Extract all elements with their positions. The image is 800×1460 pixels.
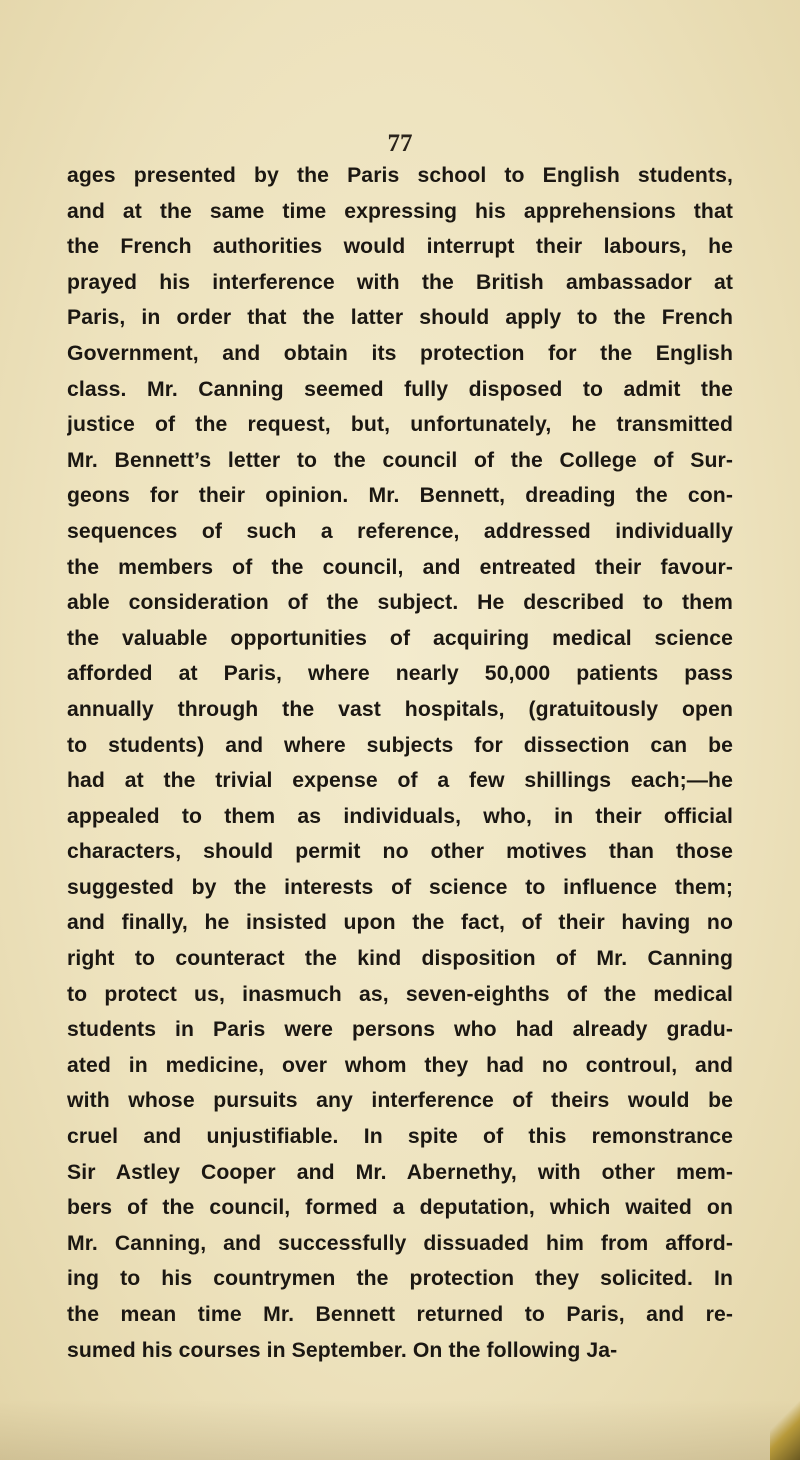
text-line: had at the trivial expense of a few shillings each;—he: [67, 769, 733, 793]
text-line: characters, should permit no other motives than those: [67, 840, 733, 864]
page-number: 77: [387, 130, 413, 157]
text-line: right to counteract the kind disposition of Mr. Canning: [67, 947, 733, 971]
text-line: Mr. Bennett’s letter to the council of the College of Sur-: [67, 448, 733, 472]
text-line: cruel and unjustifiable. In spite of this remonstrance: [67, 1125, 733, 1149]
text-line: and finally, he insisted upon the fact, of their having no: [67, 911, 733, 935]
text-line: Government, and obtain its protection for the English: [67, 341, 733, 365]
page-bottom-shadow: [0, 1400, 800, 1460]
text-line: the French authorities would interrupt their labours, he: [67, 235, 733, 259]
text-line: sumed his courses in September. On the following Ja-: [67, 1338, 618, 1362]
text-line: geons for their opinion. Mr. Bennett, dreading the con-: [67, 484, 733, 508]
text-line: sequences of such a reference, addressed individually: [67, 519, 733, 543]
text-line: annually through the vast hospitals, (gratuitously open: [67, 697, 733, 721]
text-line: appealed to them as individuals, who, in their official: [67, 804, 733, 828]
text-line: to protect us, inasmuch as, seven-eighths of the medical: [67, 982, 733, 1006]
text-line: students in Paris were persons who had already gradu-: [67, 1018, 733, 1042]
text-line: justice of the request, but, unfortunately, he transmitted: [67, 413, 733, 437]
text-line: afforded at Paris, where nearly 50,000 patients pass: [67, 662, 733, 686]
text-line: able consideration of the subject. He described to them: [67, 591, 733, 615]
text-line: ated in medicine, over whom they had no controul, and: [67, 1053, 733, 1077]
text-line: ages presented by the Paris school to English students,: [67, 164, 733, 187]
text-line: the members of the council, and entreated their favour-: [67, 555, 733, 579]
text-line: Paris, in order that the latter should apply to the French: [67, 306, 733, 330]
text-line: prayed his interference with the British ambassador at: [67, 270, 733, 294]
text-line: class. Mr. Canning seemed fully disposed to admit the: [67, 377, 733, 401]
text-line: suggested by the interests of science to influence them;: [67, 875, 733, 899]
text-line: ing to his countrymen the protection they solicited. In: [67, 1267, 733, 1291]
text-line: the valuable opportunities of acquiring medical science: [67, 626, 733, 650]
text-line: and at the same time expressing his apprehensions that: [67, 199, 733, 223]
text-line: bers of the council, formed a deputation, which waited on: [67, 1196, 733, 1220]
text-line: the mean time Mr. Bennett returned to Paris, and re-: [67, 1303, 733, 1326]
page-corner-curl: [770, 1390, 800, 1460]
body-text: [67, 158, 733, 1368]
text-line: to students) and where subjects for dissection can be: [67, 733, 733, 757]
text-line: Mr. Canning, and successfully dissuaded him from afford-: [67, 1231, 733, 1255]
text-line: with whose pursuits any interference of theirs would be: [67, 1089, 733, 1113]
text-line: Sir Astley Cooper and Mr. Abernethy, with other mem-: [67, 1160, 733, 1184]
